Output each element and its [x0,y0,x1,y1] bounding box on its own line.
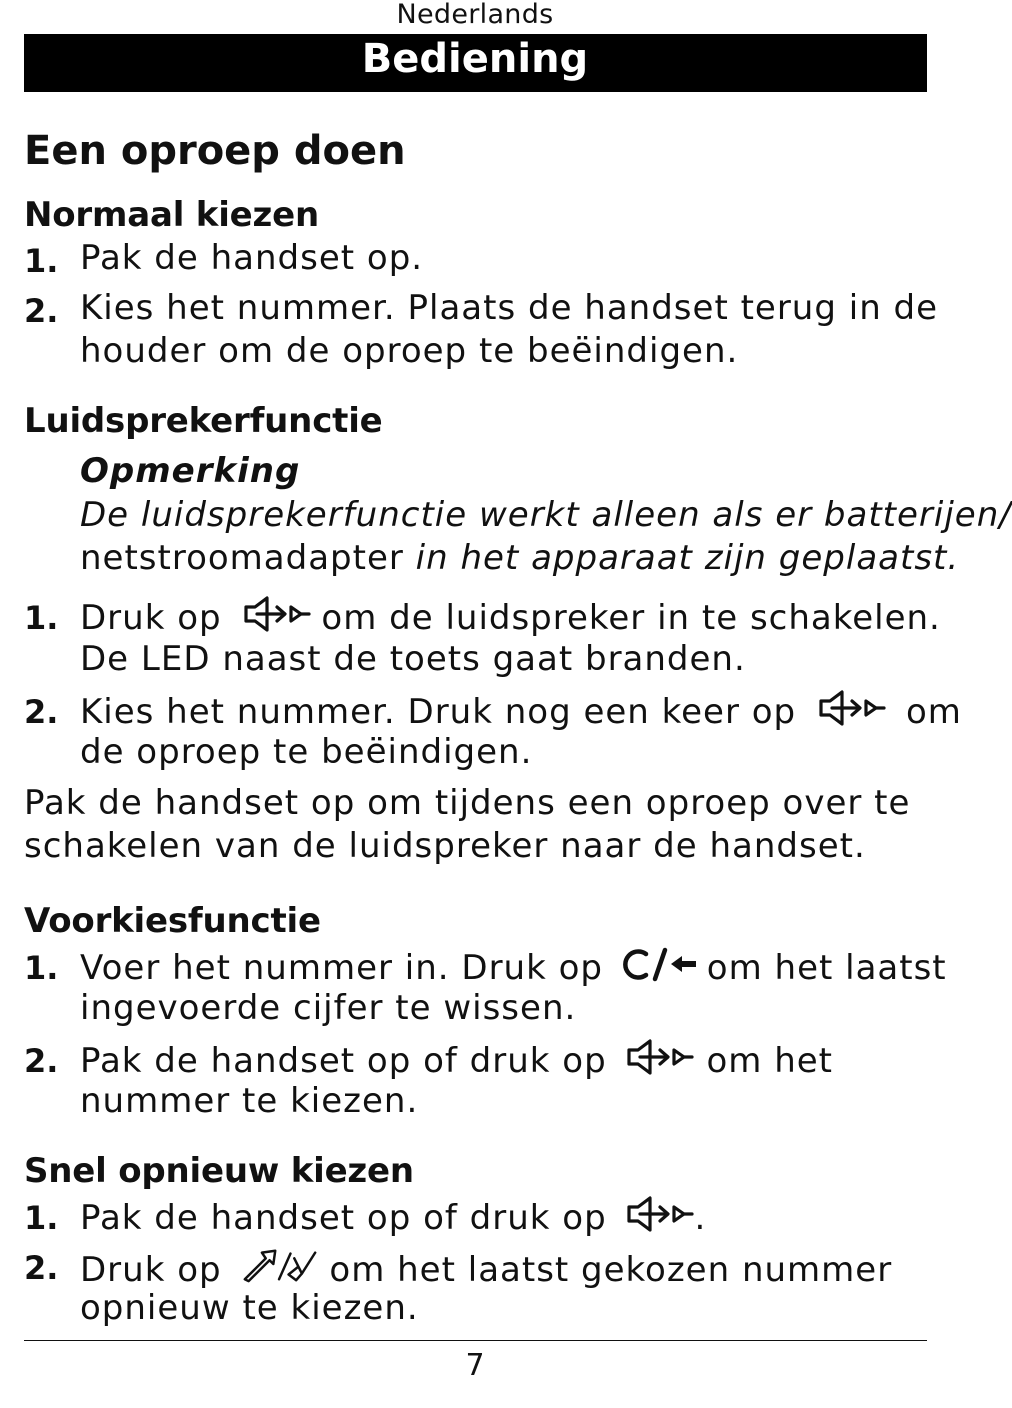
note-title: Opmerking [80,451,301,491]
heading-luidsprekerfunctie: Luidsprekerfunctie [24,401,383,441]
speaker-icon [626,1195,694,1233]
section-header-bar [24,34,927,92]
step-text-part: Druk op [80,598,222,638]
step-number: 1. [24,1199,59,1237]
clear-backspace-icon [619,945,699,983]
page-number: 7 [465,1348,485,1383]
step-text [80,1038,833,1081]
paragraph: schakelen van de luidspreker naar de handset. [24,826,866,866]
page-title: Een oproep doen [24,128,406,174]
section-title: Bediening [361,36,589,82]
step-text [80,1245,892,1290]
step-text-cont: houder om de oproep te beëindigen. [80,331,739,371]
step-text [80,595,941,638]
heading-normaal-kiezen: Normaal kiezen [24,195,319,235]
step-number: 2. [24,292,59,330]
step-text-cont: ingevoerde cijfer te wissen. [80,988,577,1028]
heading-snel-opnieuw-kiezen: Snel opnieuw kiezen [24,1151,414,1191]
step-number: 2. [24,1042,59,1080]
note-text-cont [80,538,959,578]
speaker-icon [243,595,311,633]
footer-divider [24,1340,927,1341]
step-text-cont: opnieuw te kiezen. [80,1288,419,1328]
language-label: Nederlands [396,0,554,30]
note-text: De luidsprekerfunctie werkt alleen als er batterijen/ [80,495,1012,535]
step-text-part: om het laatst gekozen nummer [329,1250,893,1290]
step-text: Pak de handset op. [80,238,424,278]
step-number: 1. [24,599,59,637]
step-text-part: om het laatst [706,948,947,988]
step-number: 1. [24,949,59,987]
speaker-icon [626,1038,694,1076]
step-text-part: Pak de handset op of druk op [80,1198,607,1238]
step-text-cont: De LED naast de toets gaat branden. [80,639,746,679]
step-text [80,689,962,732]
step-text-part: Druk op [80,1250,222,1290]
step-text-part: om het [706,1041,834,1081]
heading-voorkiesfunctie: Voorkiesfunctie [24,901,321,941]
step-text-part: Pak de handset op of druk op [80,1041,607,1081]
step-text: Kies het nummer. Plaats de handset terug in de [80,288,939,328]
step-number: 2. [24,693,59,731]
step-text [80,1195,706,1238]
paragraph: Pak de handset op om tijdens een oproep over te [24,783,911,823]
step-text [80,945,947,988]
step-text-cont: nummer te kiezen. [80,1081,419,1121]
step-text-part: om de luidspreker in te schakelen. [321,598,941,638]
speaker-icon [818,689,886,727]
step-number: 1. [24,242,59,280]
note-text-italic: in het apparaat zijn geplaatst. [403,538,960,578]
step-number: 2. [24,1249,59,1287]
note-text-plain: netstroomadapter [80,538,404,578]
step-text-cont: de oproep te beëindigen. [80,732,533,772]
redial-icon [241,1245,319,1285]
step-text-part: . [694,1198,707,1238]
step-text-part: om [905,692,962,732]
step-text-part: Voer het nummer in. Druk op [80,948,603,988]
step-text-part: Kies het nummer. Druk nog een keer op [80,692,797,732]
